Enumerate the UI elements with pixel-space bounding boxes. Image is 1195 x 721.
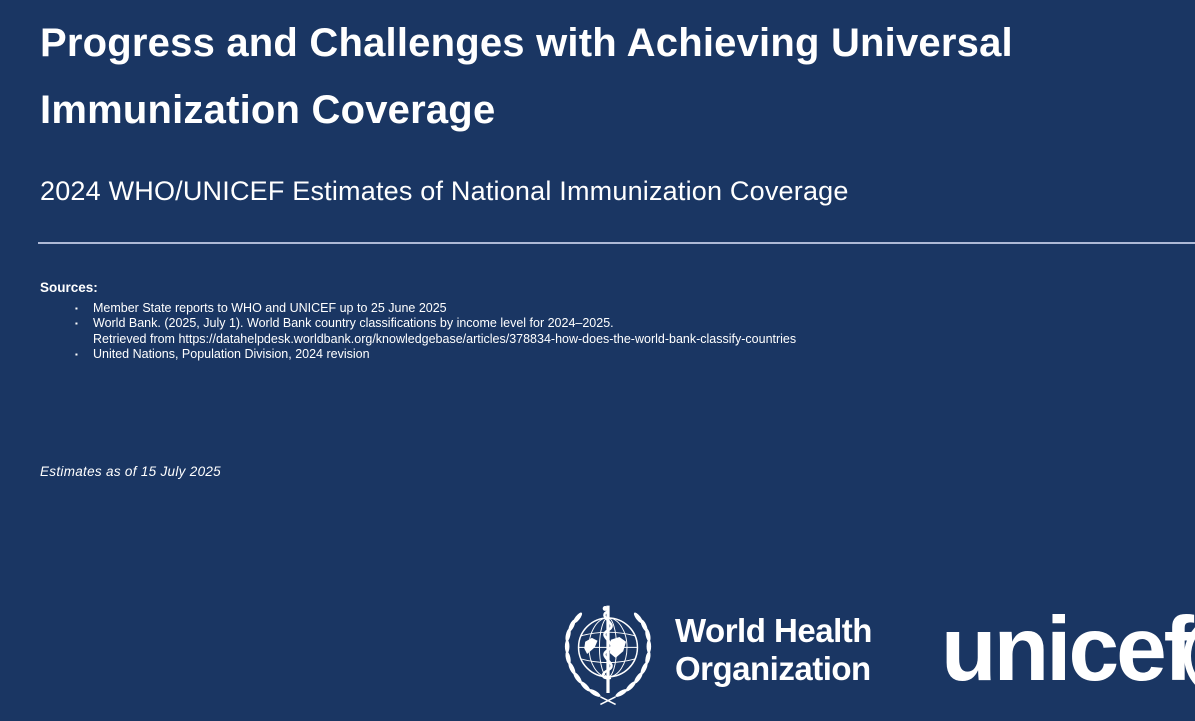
sources-heading: Sources: — [40, 280, 98, 295]
sources-list — [40, 301, 796, 363]
source-item — [40, 316, 796, 347]
who-logo-line1: World Health — [675, 612, 872, 649]
source-line: United Nations, Population Division, 2024 revision — [93, 347, 370, 361]
slide-subtitle: 2024 WHO/UNICEF Estimates of National Immunization Coverage — [40, 176, 849, 206]
source-line-url: Retrieved from https://datahelpdesk.worldbank.org/knowledgebase/articles/378834-how-does-the-world-bank-classify-countries — [93, 331, 797, 346]
sources-section — [40, 280, 796, 363]
source-text — [93, 316, 796, 347]
bullet-icon: ▪ — [75, 319, 78, 328]
unicef-logo — [941, 600, 1191, 700]
who-logo — [551, 598, 872, 712]
source-text — [93, 301, 447, 317]
source-item — [40, 347, 796, 363]
divider-line — [38, 242, 1195, 244]
who-logo-line2: Organization — [675, 650, 871, 687]
source-text — [93, 347, 370, 363]
source-line: Member State reports to WHO and UNICEF up to 25 June 2025 — [93, 300, 447, 315]
estimates-note: Estimates as of 15 July 2025 — [40, 464, 221, 479]
unicef-wordmark: unicef — [941, 599, 1191, 700]
who-emblem-icon — [551, 598, 665, 712]
bullet-icon: ▪ — [75, 350, 78, 359]
who-logo-text — [675, 612, 872, 712]
bullet-icon: ▪ — [75, 303, 78, 313]
source-line: World Bank. (2025, July 1). World Bank country classifications by income level for 2024–2025. — [93, 316, 614, 330]
source-item — [40, 301, 796, 317]
page-title: Progress and Challenges with Achieving Universal Immunization Coverage — [40, 21, 1013, 132]
